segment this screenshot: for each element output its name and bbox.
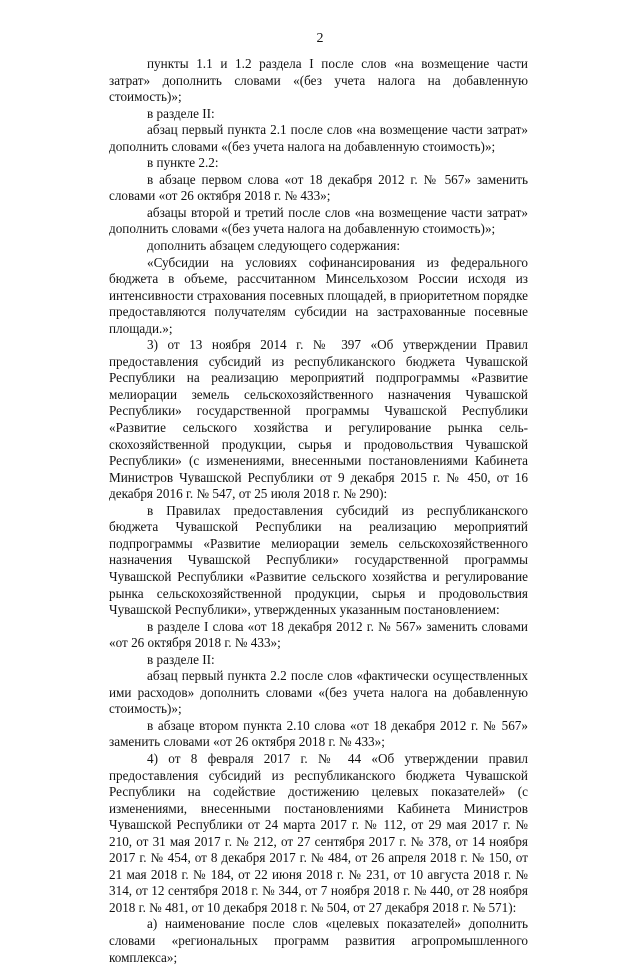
paragraph: «Субсидии на условиях софинансирования из федерального бюджета в объеме, рассчитанном Минсельхозом России исходя из интенсивности страхования посевных площадей, в приоритетном порядке предоставляются получателям субсидии на застрахованные посевные площади.»;: [109, 254, 528, 336]
paragraph: дополнить абзацем следующего содержания:: [147, 238, 401, 254]
paragraph: в разделе II:: [147, 651, 215, 667]
paragraph: абзац первый пункта 2.1 после слов «на возмещение части затрат» дополнить словами «(без учета налога на добавленную стоимость)»;: [109, 122, 528, 154]
paragraph: в пункте 2.2:: [147, 155, 219, 171]
paragraph: абзацы второй и третий после слов «на возмещение части затрат» дополнить словами «(без учета налога на добавленную стоимость)»;: [109, 204, 528, 237]
paragraph: в разделе I слова «от 18 декабря 2012 г. № 567» заменить словами «от 26 октября 2018 г. № 433»;: [109, 618, 528, 651]
document-body: [109, 56, 528, 966]
paragraph: в разделе II:: [147, 105, 215, 121]
paragraph: пункты 1.1 и 1.2 раздела I после слов «на возмещение части затрат» дополнить словами «(без учета налога на добавленную стоимость)»;: [109, 56, 528, 105]
paragraph: в абзаце втором пункта 2.10 слова «от 18 декабря 2012 г. № 567» заменить словами «от 26 октября 2018 г. № 433»;: [109, 717, 528, 750]
paragraph: абзац первый пункта 2.2 после слов «фактически осуществленных ими расходов» дополнить словами «(без учета налога на добавленную стоимость)»;: [109, 668, 528, 717]
paragraph: а) наименование после слов «целевых показателей» дополнить словами «региональных программ развития агропромышленного комплекса»;: [109, 916, 528, 965]
paragraph: в Правилах предоставления субсидий из республиканского бюджета Чувашской Республики на реализацию мероприятий подпрограммы «Развитие мелиорации земель сельскохозяйственного назначения Чувашской Республики» государственной программы Чувашской Республики «Развитие сельского хозяйства и регулирование рынка сельскохозяйственной продукции, сырья и продовольствия Чувашской Республики», утвержденных указанным постановлением:: [109, 502, 528, 618]
paragraph: 4) от 8 февраля 2017 г. № 44 «Об утверждении правил предоставления субсидий из республиканского бюджета Чувашской Республики на содействие достижению целевых показателей» (с изменениями, внесенными постановлениями Кабинета Министров Чувашской Республики от 24 марта 2017 г. № 112, от 29 мая 2017 г. № 210, от 31 мая 2017 г. № 212, от 27 сентября 2017 г. № 378, от 14 ноября 2017 г. № 454, от 8 декабря 2017 г. № 484, от 26 апреля 2018 г. № 150, от 21 мая 2018 г. № 184, от 22 июня 2018 г. № 231, от 10 августа 2018 г. № 314, от 12 сентября 2018 г. № 344, от 7 ноября 2018 г. № 440, от 28 ноября 2018 г. № 481, от 10 декабря 2018 г. № 504, от 27 декабря 2018 г. № 571):: [109, 750, 528, 915]
paragraph: 3) от 13 ноября 2014 г. № 397 «Об утверждении Правил предоставления субсидий из республиканского бюджета Чувашской Республики на реализацию мероприятий подпрограммы «Развитие мелиорации земель сельскохозяйственного назначения Чувашской Республики» государственной программы Чувашской Республики «Развитие сельского хозяйства и регулирование рынка сельскохозяйственной продукции, сырья и продовольствия Чувашской Республики» (с изменениями, внесенными постановлениями Кабинета Министров Чувашской Республики от 9 декабря 2015 г. № 450, от 16 декабря 2016 г. № 547, от 25 июля 2018 г. № 290):: [109, 337, 528, 502]
page-number: 2: [316, 31, 324, 46]
paragraph: в абзаце первом слова «от 18 декабря 2012 г. № 567» заменить словами «от 26 октября 2018 г. № 433»;: [109, 171, 528, 204]
